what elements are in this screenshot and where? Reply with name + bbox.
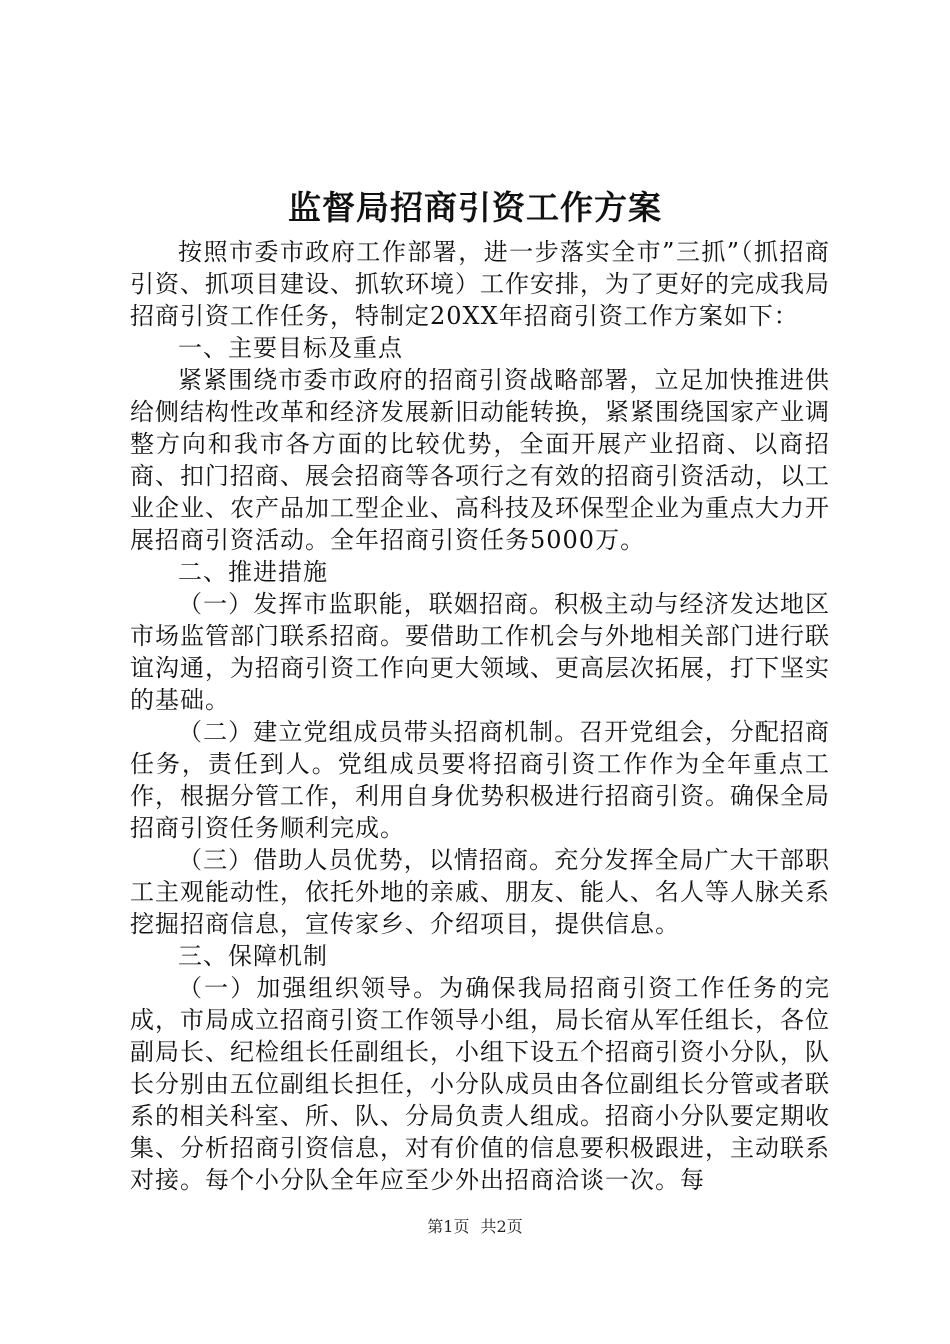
- document-body: [130, 236, 830, 1196]
- page-total: 共2页: [480, 1217, 523, 1236]
- section-heading-1: 一、主要目标及重点: [178, 334, 403, 362]
- section-heading-2: 二、推进措施: [178, 558, 328, 586]
- page-number: 第1页: [427, 1217, 470, 1236]
- document-title: 监督局招商引资工作方案: [288, 188, 662, 227]
- guarantee-item-1: （一）加强组织领导。为确保我局招商引资工作任务的完成，市局成立招商引资工作领导小组，局长宿从军任组长，各位副局长、纪检组长任副组长，小组下设五个招商引资小分队，队长分别由五位副组长担任，小分队成员由各位副组长分管或者联系的相关科室、所、队、分局负责人组成。招商小分队要定期收集、分析招商引资信息，对有价值的信息要积极跟进，主动联系对接。每个小分队全年应至少外出招商洽谈一次。每: [130, 974, 830, 1194]
- measure-item-1: （一）发挥市监职能，联姻招商。积极主动与经济发达地区市场监管部门联系招商。要借助工作机会与外地相关部门进行联谊沟通，为招商引资工作向更大领域、更高层次拓展，打下坚实的基础。: [130, 590, 830, 714]
- measure-item-2: （二）建立党组成员带头招商机制。召开党组会，分配招商任务，责任到人。党组成员要将招商引资工作作为全年重点工作，根据分管工作，利用自身优势积极进行招商引资。确保全局招商引资任务顺利完成。: [130, 718, 830, 842]
- page-footer: [0, 1214, 950, 1237]
- section-heading-3: 三、保障机制: [178, 942, 328, 970]
- section-1-paragraph: 紧紧围绕市委市政府的招商引资战略部署，立足加快推进供给侧结构性改革和经济发展新旧动能转换，紧紧围绕国家产业调整方向和我市各方面的比较优势，全面开展产业招商、以商招商、扣门招商、展会招商等各项行之有效的招商引资活动，以工业企业、农产品加工型企业、高科技及环保型企业为重点大力开展招商引资活动。全年招商引资任务5000万。: [130, 366, 830, 554]
- intro-paragraph: 按照市委市政府工作部署，进一步落实全市”三抓”（抓招商引资、抓项目建设、抓软环境）工作安排，为了更好的完成我局招商引资工作任务，特制定20XX年招商引资工作方案如下：: [130, 238, 830, 330]
- measure-item-3: （三）借助人员优势，以情招商。充分发挥全局广大干部职工主观能动性，依托外地的亲戚、朋友、能人、名人等人脉关系挖掘招商信息，宣传家乡、介绍项目，提供信息。: [130, 846, 830, 938]
